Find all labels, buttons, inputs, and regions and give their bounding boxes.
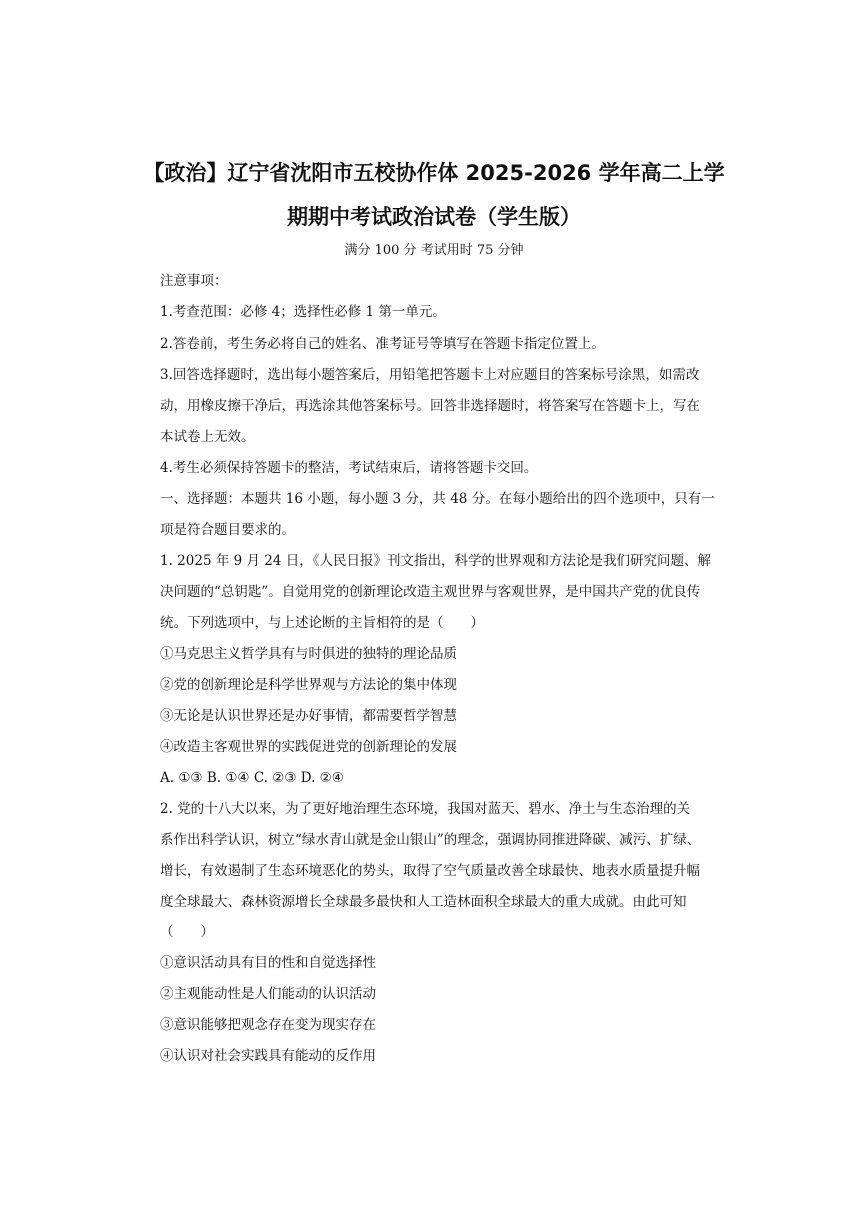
notice-item-3-line-1: 3.回答选择题时，选出每小题答案后，用铅笔把答题卡上对应题目的答案标号涂黑，如需改 bbox=[160, 367, 700, 383]
question-1-stem-line-3: 统。下列选项中，与上述论断的主旨相符的是（ ） bbox=[160, 615, 484, 631]
notice-item-4: 4.考生必须保持答题卡的整洁，考试结束后，请将答题卡交回。 bbox=[160, 460, 538, 476]
document-title-line-1: 【政治】辽宁省沈阳市五校协作体 2025-2026 学年高二上学 bbox=[143, 161, 725, 185]
question-1-option-4: ④改造主客观世界的实践促进党的创新理论的发展 bbox=[160, 739, 457, 755]
document-title-line-2: 期期中考试政治试卷（学生版） bbox=[287, 205, 581, 229]
question-2-option-2: ②主观能动性是人们能动的认识活动 bbox=[160, 986, 376, 1002]
question-1-stem-line-2: 决问题的“总钥匙”。自觉用党的创新理论改造主观世界与客观世界，是中国共产党的优良传 bbox=[160, 584, 701, 600]
exam-info: 满分 100 分 考试用时 75 分钟 bbox=[344, 243, 524, 258]
question-2-option-4: ④认识对社会实践具有能动的反作用 bbox=[160, 1048, 376, 1064]
question-2-option-1: ①意识活动具有目的性和自觉选择性 bbox=[160, 955, 376, 971]
notice-item-3-line-2: 动，用橡皮擦干净后，再选涂其他答案标号。回答非选择题时，将答案写在答题卡上，写在 bbox=[160, 398, 700, 414]
question-2-stem-line-4: 度全球最大、森林资源增长全球最多最快和人工造林面积全球最大的重大成就。由此可知 bbox=[160, 894, 687, 910]
question-2-stem-line-1: 2. 党的十八大以来，为了更好地治理生态环境，我国对蓝天、碧水、净土与生态治理的关 bbox=[160, 801, 691, 817]
notice-item-2: 2.答卷前，考生务必将自己的姓名、准考证号等填写在答题卡指定位置上。 bbox=[160, 336, 605, 352]
section-1-intro-line-1: 一、选择题：本题共 16 小题，每小题 3 分，共 48 分。在每小题给出的四个选项中，只有一 bbox=[160, 491, 715, 507]
question-1-stem-line-1: 1. 2025 年 9 月 24 日，《人民日报》刊文指出，科学的世界观和方法论是我们研究问题、解 bbox=[160, 553, 712, 569]
notice-heading: 注意事项： bbox=[160, 273, 228, 289]
question-1-answer-choices: A. ①③ B. ①④ C. ②③ D. ②④ bbox=[160, 770, 344, 786]
notice-item-3-line-3: 本试卷上无效。 bbox=[160, 429, 255, 445]
notice-item-1: 1.考查范围：必修 4；选择性必修 1 第一单元。 bbox=[160, 304, 446, 320]
question-2-stem-line-2: 系作出科学认识，树立“绿水青山就是金山银山”的理念，强调协同推进降碳、减污、扩绿、 bbox=[160, 832, 701, 848]
question-1-option-3: ③无论是认识世界还是办好事情，都需要哲学智慧 bbox=[160, 708, 457, 724]
question-1-option-1: ①马克思主义哲学具有与时俱进的独特的理论品质 bbox=[160, 646, 457, 662]
question-2-option-3: ③意识能够把观念存在变为现实存在 bbox=[160, 1017, 376, 1033]
question-2-stem-line-5: （ ） bbox=[160, 924, 214, 940]
question-2-stem-line-3: 增长，有效遏制了生态环境恶化的势头，取得了空气质量改善全球最快、地表水质量提升幅 bbox=[160, 863, 700, 879]
section-1-intro-line-2: 项是符合题目要求的。 bbox=[160, 522, 295, 538]
question-1-option-2: ②党的创新理论是科学世界观与方法论的集中体现 bbox=[160, 677, 457, 693]
